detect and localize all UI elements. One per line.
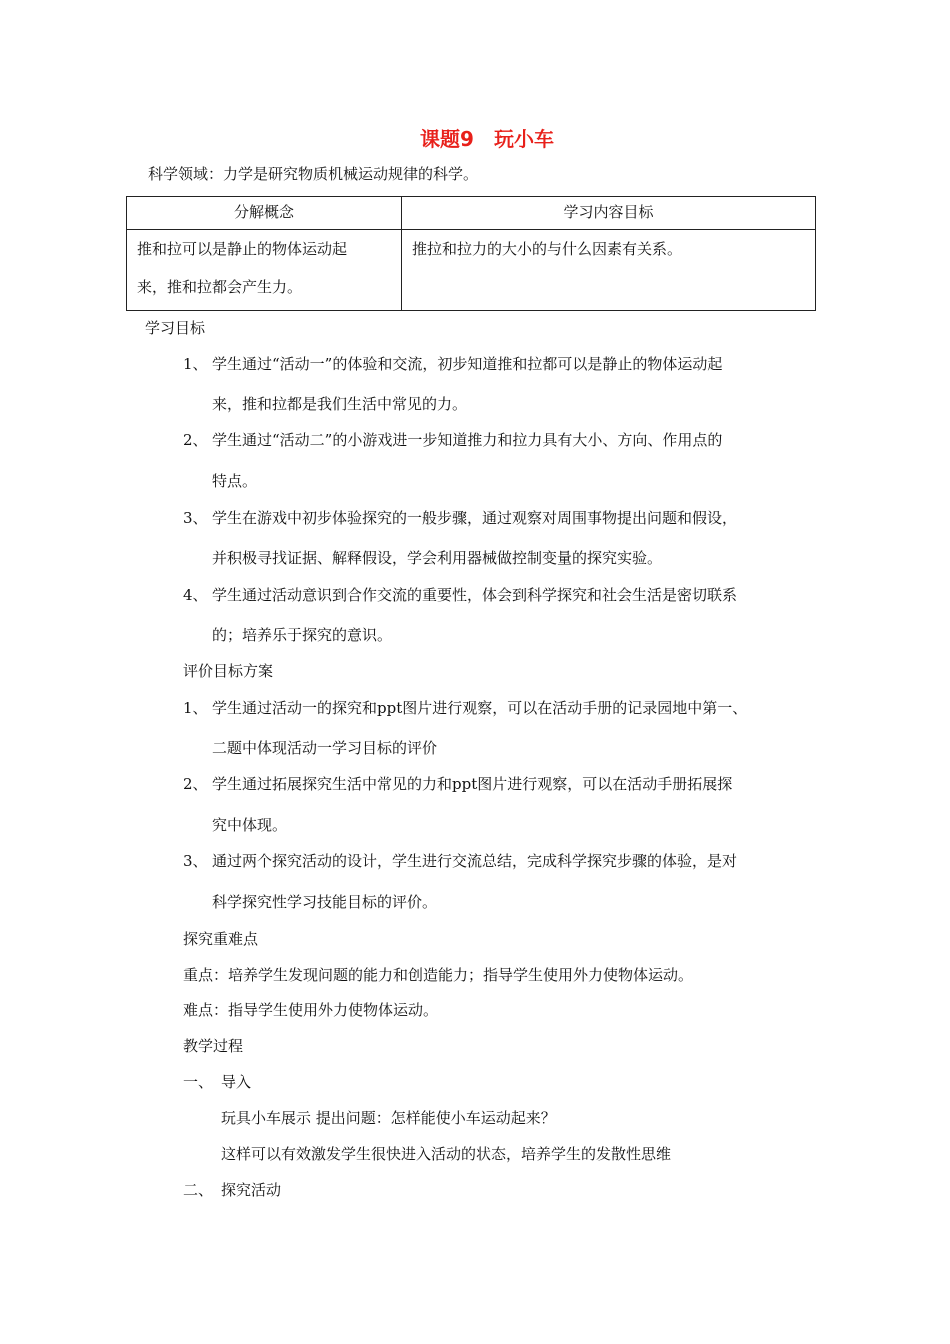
- hard-point-text: 难点：指导学生使用外力使物体运动。: [183, 1001, 439, 1019]
- section-number: 二、: [183, 1181, 214, 1199]
- list-item-line: 的；培养乐于探究的意识。: [212, 626, 393, 644]
- section-title: 探究活动: [221, 1181, 282, 1199]
- learning-goals-heading: 学习目标: [145, 319, 206, 337]
- list-number: 3、: [183, 509, 208, 527]
- page-title: 课题9 玩小车: [420, 127, 554, 151]
- table-cell-target: 推拉和拉力的大小的与什么因素有关系。: [402, 230, 816, 311]
- list-item-line: 学生通过活动一的探究和ppt图片进行观察，可以在活动手册的记录园地中第一、: [212, 699, 748, 717]
- table-header-concept: 分解概念: [127, 197, 402, 230]
- table-header-target: 学习内容目标: [402, 197, 816, 230]
- process-text: 这样可以有效激发学生很快进入活动的状态，培养学生的发散性思维: [221, 1145, 672, 1163]
- concept-line-1: 推和拉可以是静止的物体运动起: [137, 240, 348, 258]
- list-item-line: 学生通过“活动一”的体验和交流，初步知道推和拉都可以是静止的物体运动起: [212, 355, 723, 373]
- table-header-row: [127, 197, 816, 230]
- table-cell-concept: [127, 230, 402, 311]
- section-title: 导入: [221, 1073, 252, 1091]
- list-item-line: 通过两个探究活动的设计，学生进行交流总结，完成科学探究步骤的体验，是对: [212, 852, 738, 870]
- list-item-line: 学生通过拓展探究生活中常见的力和ppt图片进行观察，可以在活动手册拓展探: [212, 775, 733, 793]
- list-item-line: 来，推和拉都是我们生活中常见的力。: [212, 395, 468, 413]
- list-item-line: 并积极寻找证据、解释假设，学会利用器械做控制变量的探究实验。: [212, 549, 663, 567]
- list-number: 1、: [183, 699, 208, 717]
- concept-line-2: 来，推和拉都会产生力。: [137, 278, 303, 296]
- difficulty-heading: 探究重难点: [183, 930, 259, 948]
- list-number: 2、: [183, 431, 208, 449]
- key-point-text: 重点：培养学生发现问题的能力和创造能力；指导学生使用外力使物体运动。: [183, 966, 694, 984]
- evaluation-heading: 评价目标方案: [183, 662, 274, 680]
- list-number: 1、: [183, 355, 208, 373]
- table-row: [127, 230, 816, 311]
- list-number: 4、: [183, 586, 208, 604]
- list-item-line: 学生在游戏中初步体验探究的一般步骤，通过观察对周围事物提出问题和假设，: [212, 509, 738, 527]
- list-item-line: 学生通过“活动二”的小游戏进一步知道推力和拉力具有大小、方向、作用点的: [212, 431, 723, 449]
- list-item-line: 究中体现。: [212, 816, 288, 834]
- section-number: 一、: [183, 1073, 214, 1091]
- list-item-line: 科学探究性学习技能目标的评价。: [212, 893, 438, 911]
- list-number: 3、: [183, 852, 208, 870]
- list-number: 2、: [183, 775, 208, 793]
- list-item-line: 学生通过活动意识到合作交流的重要性，体会到科学探究和社会生活是密切联系: [212, 586, 738, 604]
- process-heading: 教学过程: [183, 1037, 244, 1055]
- list-item-line: 特点。: [212, 472, 258, 490]
- intro-text: 科学领域：力学是研究物质机械运动规律的科学。: [148, 165, 479, 183]
- concept-table: [126, 196, 816, 311]
- list-item-line: 二题中体现活动一学习目标的评价: [212, 739, 438, 757]
- process-text: 玩具小车展示 提出问题：怎样能使小车运动起来？: [221, 1109, 556, 1127]
